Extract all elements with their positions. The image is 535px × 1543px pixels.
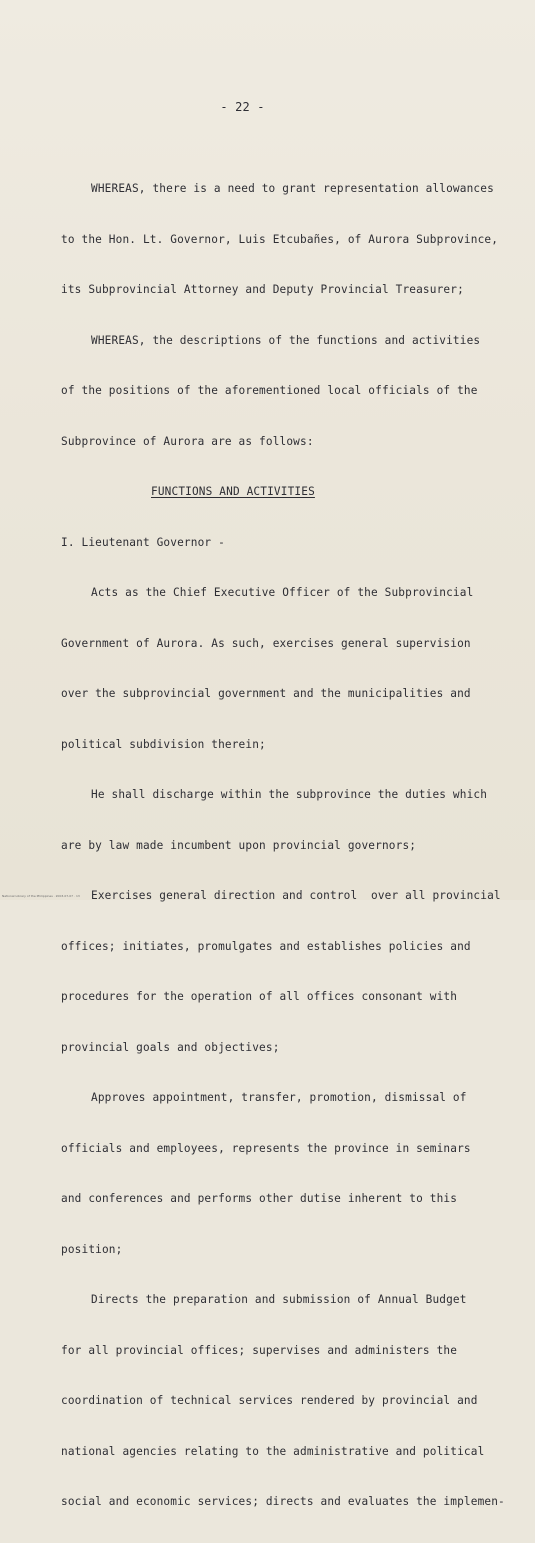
text-line: its Subprovincial Attorney and Deputy Provincial Treasurer;	[61, 283, 464, 296]
page-number: - 22 -	[220, 100, 265, 114]
section-heading: FUNCTIONS AND ACTIVITIES	[151, 485, 315, 498]
text-line: social and economic services; directs and evaluates the implemen-	[61, 1495, 505, 1508]
text-line: Exercises general direction and control over all provincial	[91, 889, 501, 902]
text-line: national agencies relating to the administrative and political	[61, 1444, 485, 1458]
text-line: political subdivision therein;	[61, 737, 266, 751]
text-line: over the subprovincial government and the municipalities and	[61, 687, 471, 700]
text-line: and conferences and performs other dutise inherent to this	[61, 1192, 458, 1205]
text-line: procedures for the operation of all offices consonant with	[61, 990, 458, 1003]
text-line: WHEREAS, there is a need to grant representation allowances	[91, 182, 494, 195]
text-line: are by law made incumbent upon provincial governors;	[61, 838, 417, 852]
text-line: offices; initiates, promulgates and establishes policies and	[61, 939, 471, 953]
text-line: to the Hon. Lt. Governor, Luis Etcubañes, of Aurora Subprovince,	[61, 232, 499, 246]
text-line: officials and employees, represents the province in seminars	[61, 1141, 471, 1155]
text-line: Subprovince of Aurora are as follows:	[61, 434, 314, 448]
text-line: Government of Aurora. As such, exercises general supervision	[61, 636, 471, 650]
text-line: He shall discharge within the subprovince the duties which	[91, 788, 488, 801]
text-line: WHEREAS, the descriptions of the functions and activities	[91, 333, 481, 347]
text-line: Acts as the Chief Executive Officer of the Subprovincial	[91, 586, 474, 599]
text-line: coordination of technical services rendered by provincial and	[61, 1394, 478, 1407]
text-line: position;	[61, 1242, 123, 1256]
subsection-title: I. Lieutenant Governor -	[61, 535, 225, 549]
text-line: Directs the preparation and submission of Annual Budget	[91, 1293, 467, 1306]
text-line: for all provincial offices; supervises and administers the	[61, 1343, 458, 1357]
text-line: Approves appointment, transfer, promotion, dismissal of	[91, 1091, 467, 1104]
text-line: provincial goals and objectives;	[61, 1040, 280, 1054]
scan-footer: National Library of the Philippines · 2003-07-07 · 13	[2, 894, 80, 898]
text-line: of the positions of the aforementioned local officials of the	[61, 384, 478, 397]
document-body	[61, 153, 505, 1543]
